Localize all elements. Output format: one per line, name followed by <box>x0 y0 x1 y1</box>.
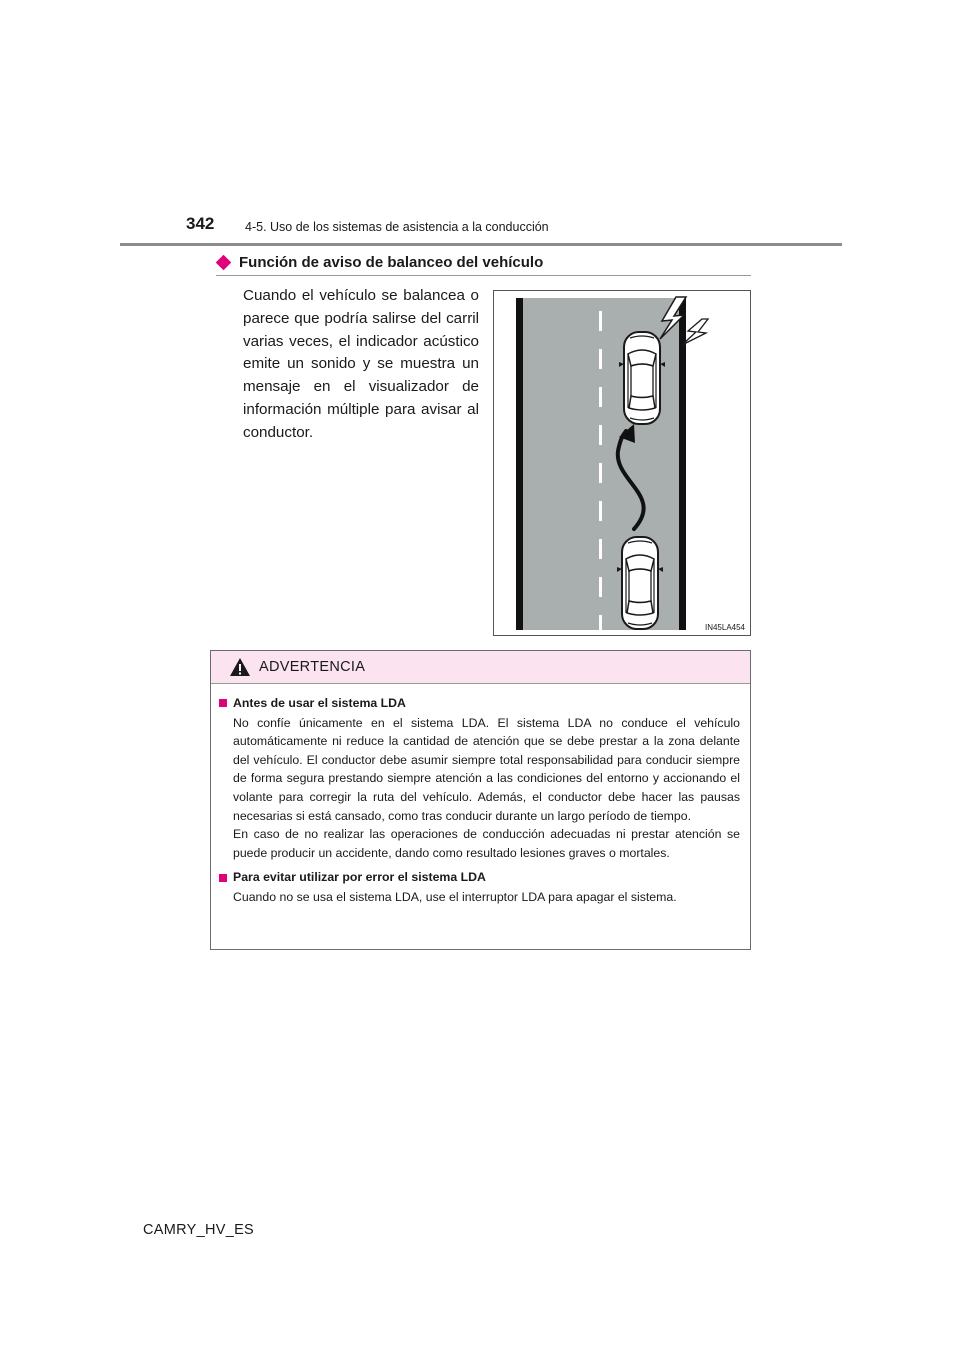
chapter-title: 4-5. Uso de los sistemas de asistencia a la conducción <box>245 220 549 234</box>
sway-warning-illustration <box>493 290 751 636</box>
figure-id: IN45LA454 <box>704 623 745 632</box>
warning-title: ADVERTENCIA <box>259 659 366 675</box>
left-edge-line <box>516 298 523 630</box>
right-edge-line <box>679 298 686 630</box>
warning-subheading: Antes de usar el sistema LDA <box>219 694 740 713</box>
warning-box <box>210 650 751 950</box>
header-divider <box>120 243 842 246</box>
warning-triangle-icon <box>229 657 251 677</box>
warning-header <box>211 651 750 684</box>
road-diagram <box>494 291 750 635</box>
car-bottom-icon <box>617 537 663 629</box>
center-dashed-line <box>599 311 602 630</box>
car-top-icon <box>619 332 665 424</box>
warning-paragraph: Cuando no se usa el sistema LDA, use el interruptor LDA para apagar el sistema. <box>233 889 677 904</box>
square-bullet-icon <box>219 874 227 882</box>
section-divider <box>216 275 751 276</box>
diamond-bullet-icon <box>216 255 232 271</box>
section-title <box>216 254 543 271</box>
footer-model: CAMRY_HV_ES <box>143 1222 255 1238</box>
section-title-text: Función de aviso de balanceo del vehículo <box>239 254 544 271</box>
warning-subheading: Para evitar utilizar por error el sistema LDA <box>219 868 740 887</box>
warning-body <box>211 684 750 907</box>
page-number: 342 <box>186 214 215 233</box>
section-body: Cuando el vehículo se balancea o parece que podría salirse del carril varias veces, el indicador acústico emite un sonido y se muestra un mensaje en el visualizador de información múltiple para avisar al conductor. <box>243 287 479 441</box>
warning-paragraph: No confíe únicamente en el sistema LDA. El sistema LDA no conduce el vehículo automáticamente ni reduce la cantidad de atención que se debe prestar a la zona delante del vehículo. El conductor debe asumir siempre total responsabilidad para conducir siempre de forma segura prestando siempre atención a las condiciones del entorno y accionando el volante para corregir la ruta del vehículo. Además, el conductor debe hacer las pausas necesarias si está cansado, como tras conducir durante un largo período de tiempo. En caso de no realizar las operaciones de conducción adecuadas ni prestar atención se puede producir un accidente, dando como resultado lesiones graves o mortales. <box>233 715 740 860</box>
square-bullet-icon <box>219 699 227 707</box>
